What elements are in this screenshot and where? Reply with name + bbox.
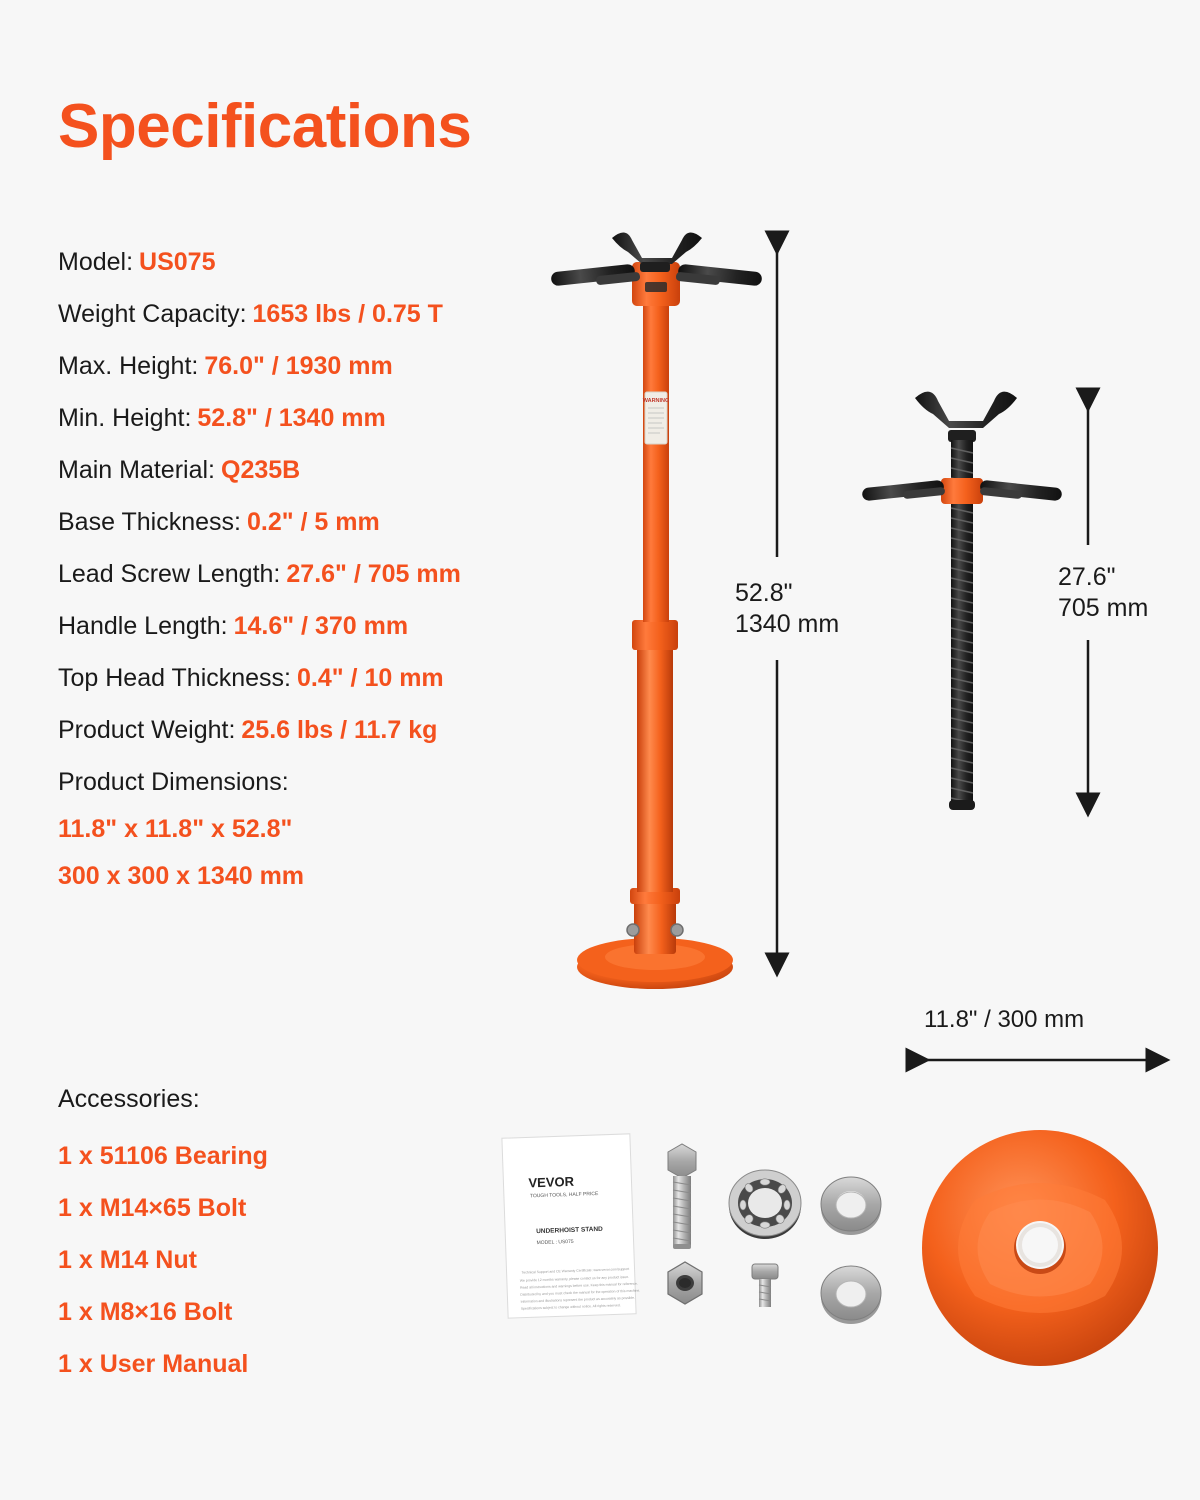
underhoist-stand-illustration <box>550 232 777 989</box>
accessory-item: 1 x User Manual <box>58 1350 249 1378</box>
spec-value: 0.2" / 5 mm <box>246 508 380 536</box>
lead-screw-illustration <box>862 392 1088 810</box>
user-manual-illustration <box>502 1134 641 1318</box>
spec-label: Main Material: <box>58 456 215 484</box>
m14-bolt-illustration <box>668 1144 696 1249</box>
washer-upper-illustration <box>821 1177 881 1235</box>
spec-value: 14.6" / 370 mm <box>233 612 409 640</box>
accessory-item: 1 x M8×16 Bolt <box>58 1298 233 1326</box>
product-dimensions-metric: 300 x 300 x 1340 mm <box>58 862 305 890</box>
svg-text:Technical Support and CE Warra: Technical Support and CE Warranty Certificate: www.vevor.com/support <box>521 1266 630 1275</box>
spec-label: Product Weight: <box>58 716 236 744</box>
callout-base-width: 11.8" / 300 mm <box>924 1006 1085 1033</box>
accessory-item: 1 x M14 Nut <box>58 1246 197 1274</box>
51106-bearing-illustration <box>729 1170 801 1239</box>
svg-text:WARNING: WARNING <box>642 398 670 404</box>
svg-text:Specifications subject to chan: Specifications subject to change without notice. All rights reserved. <box>520 1303 621 1311</box>
spec-label: Base Thickness: <box>58 508 241 536</box>
base-plate-photo <box>922 1130 1158 1366</box>
accessory-item: 1 x 51106 Bearing <box>58 1142 268 1170</box>
spec-value: Q235B <box>221 456 301 484</box>
svg-text:UNDERHOIST STAND: UNDERHOIST STAND <box>536 1225 603 1236</box>
product-dimensions-imperial: 11.8" x 11.8" x 52.8" <box>58 815 293 843</box>
accessories-title: Accessories: <box>58 1085 200 1113</box>
spec-label: Handle Length: <box>58 612 228 640</box>
spec-label: Min. Height: <box>58 404 192 432</box>
spec-label: Model: <box>58 248 134 276</box>
callout-main-height-imperial: 52.8" <box>735 579 793 607</box>
svg-text:VEVOR: VEVOR <box>528 1173 575 1191</box>
svg-text:MODEL : US075: MODEL : US075 <box>536 1238 574 1247</box>
washer-lower-illustration <box>821 1266 881 1324</box>
spec-label: Max. Height: <box>58 352 199 380</box>
spec-label: Lead Screw Length: <box>58 560 281 588</box>
spec-value: 27.6" / 705 mm <box>286 560 461 588</box>
callout-main-height-metric: 1340 mm <box>735 610 840 639</box>
spec-value: 76.0" / 1930 mm <box>204 352 393 380</box>
svg-text:We provide 12 months warranty,: We provide 12 months warranty, please contact us for any product issue. <box>519 1274 630 1283</box>
callout-screw-length-imperial: 27.6" <box>1058 563 1116 591</box>
svg-text:Distributed by and you must ch: Distributed by and you must check the manual for the operation of this machine. <box>520 1288 641 1297</box>
svg-text:Information and illustrations: Information and illustrations represent the product as accurately as possible. <box>520 1295 636 1304</box>
spec-label: Product Dimensions: <box>58 768 289 796</box>
m14-nut-illustration <box>668 1262 702 1304</box>
spec-label: Top Head Thickness: <box>58 664 291 692</box>
callout-screw-length-metric: 705 mm <box>1058 594 1149 623</box>
spec-value: 0.4" / 10 mm <box>297 664 444 692</box>
spec-value: 52.8" / 1340 mm <box>197 404 386 432</box>
m8-bolt-illustration <box>752 1264 778 1307</box>
svg-text:Read all instructions and warn: Read all instructions and warnings before use. Keep this manual for reference. <box>520 1281 638 1290</box>
spec-value: 1653 lbs / 0.75 T <box>252 300 443 328</box>
spec-label: Weight Capacity: <box>58 300 247 328</box>
svg-text:TOUGH TOOLS, HALF PRICE: TOUGH TOOLS, HALF PRICE <box>529 1190 599 1200</box>
spec-value: US075 <box>139 248 216 276</box>
spec-value: 25.6 lbs / 11.7 kg <box>241 716 438 744</box>
accessory-item: 1 x M14×65 Bolt <box>58 1194 247 1222</box>
page-title: Specifications <box>58 92 472 161</box>
